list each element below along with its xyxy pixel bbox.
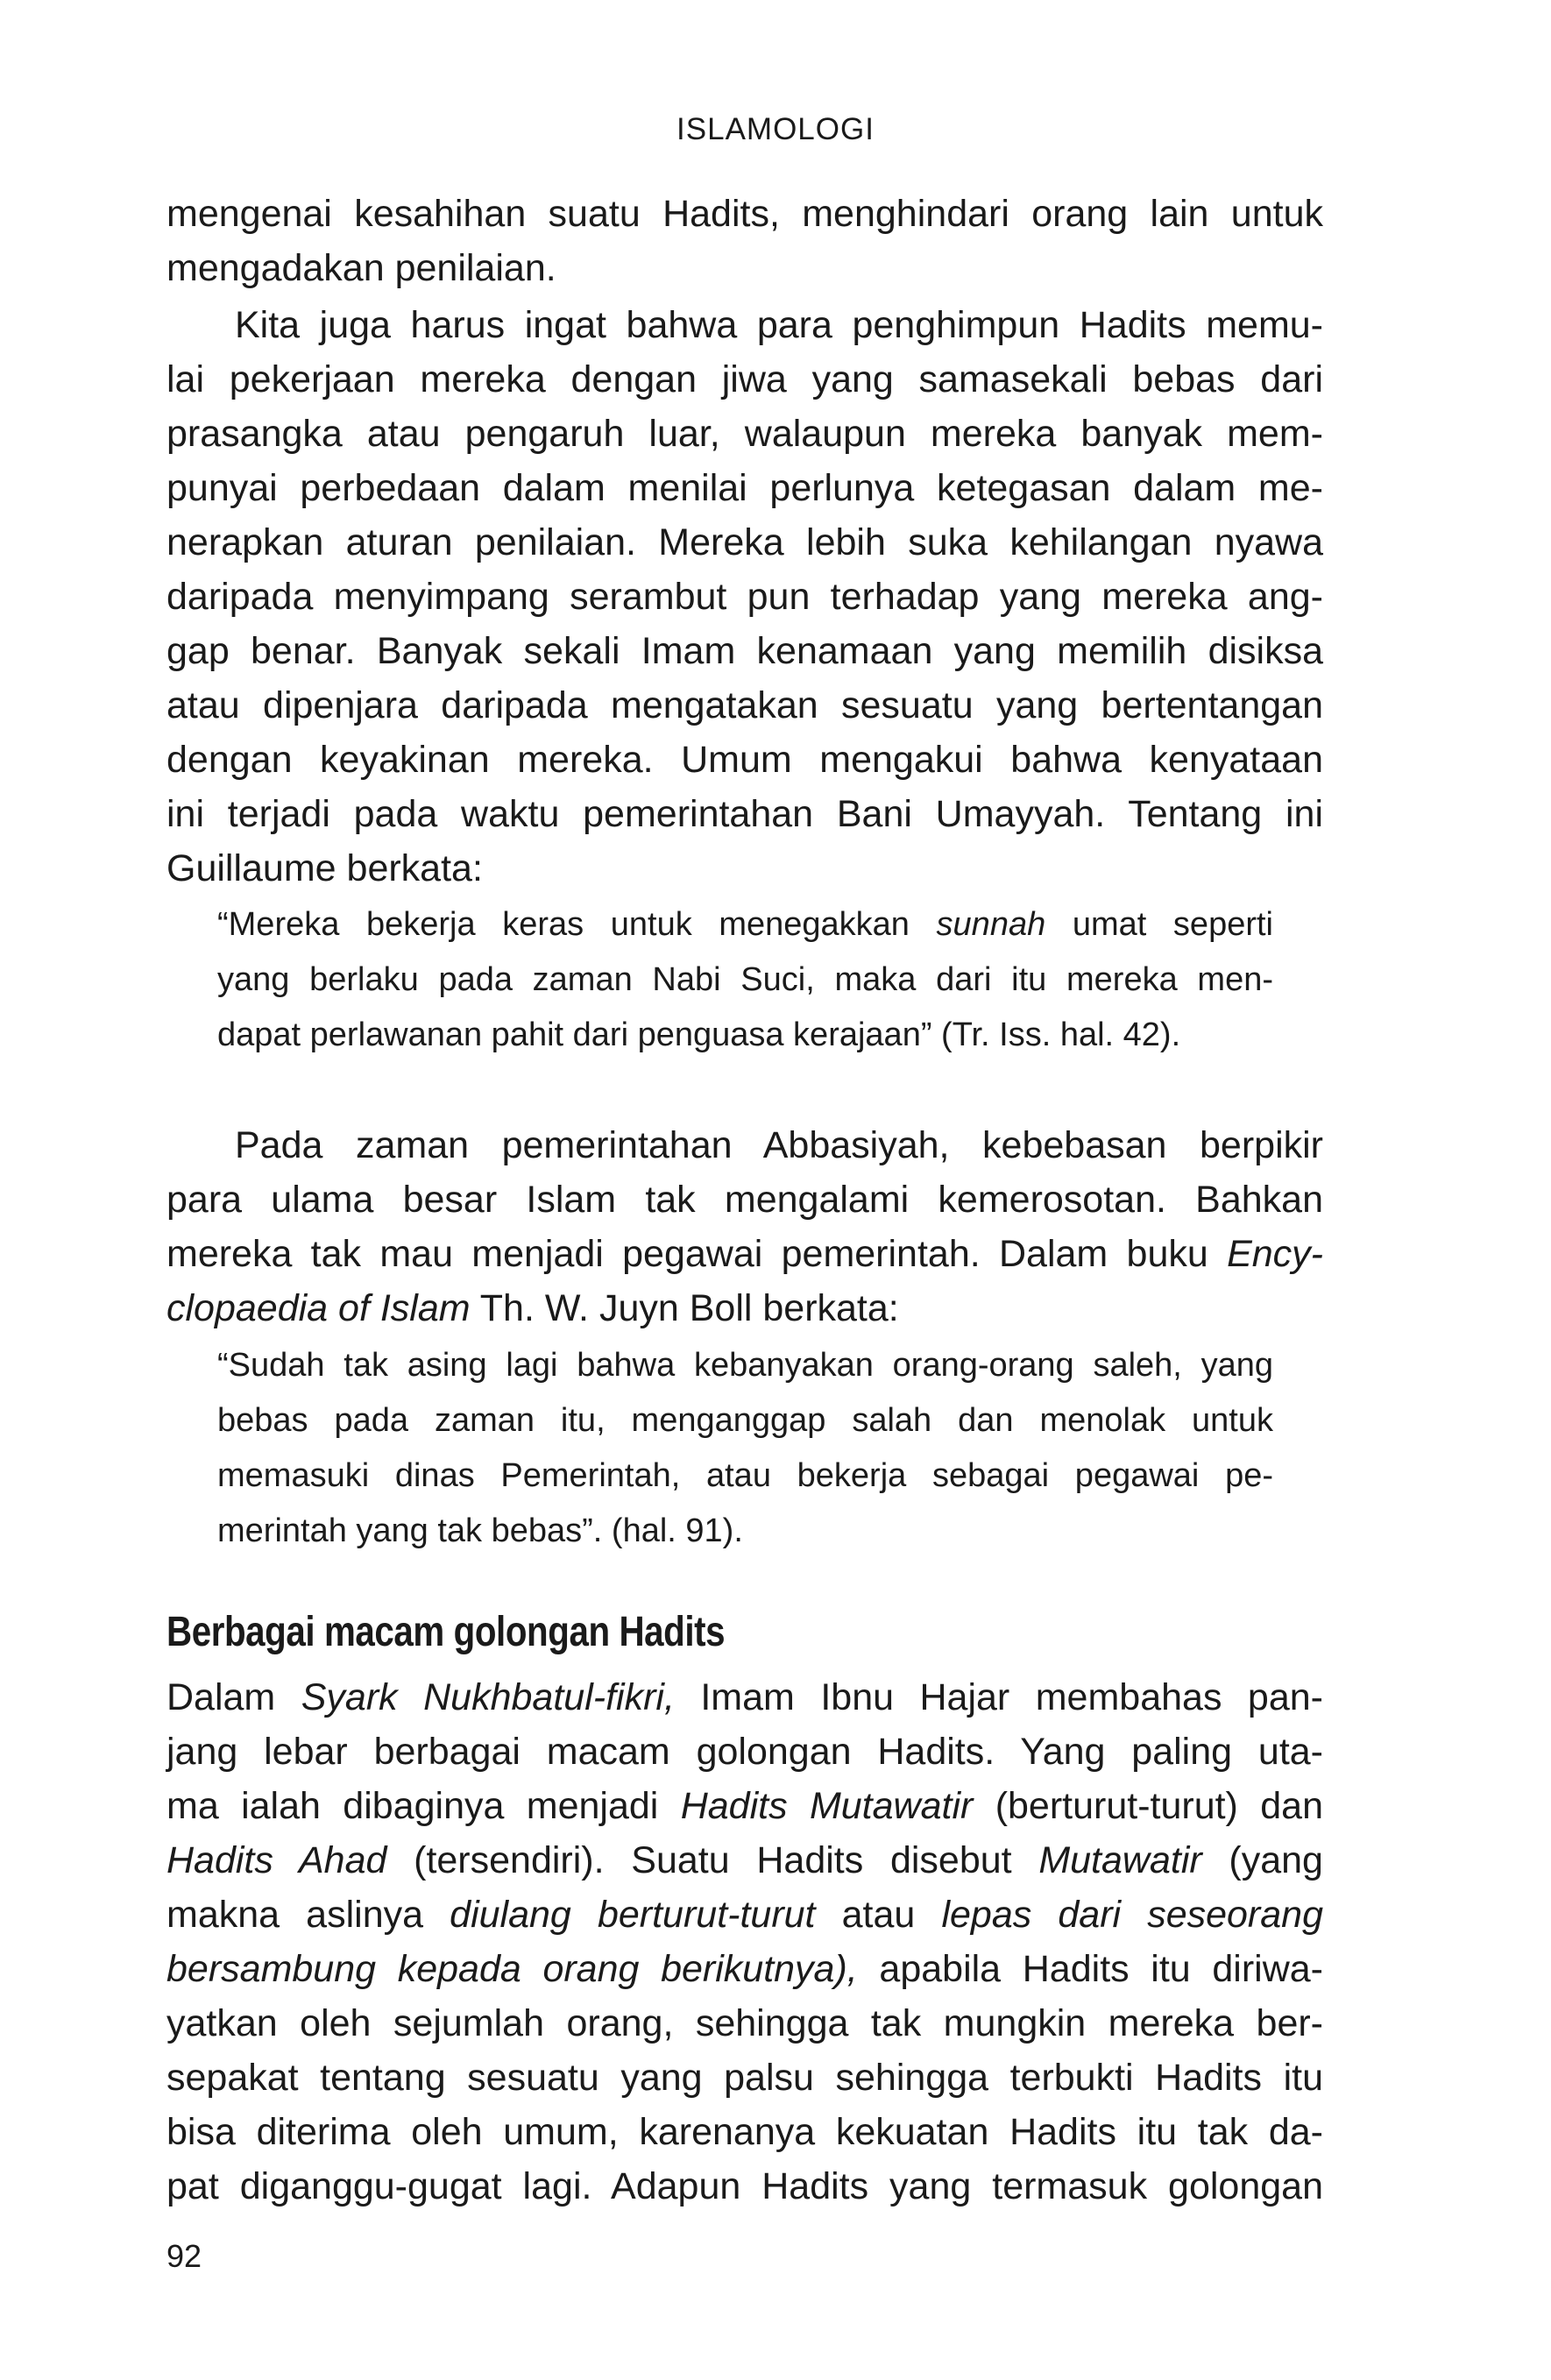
- text-line: para ulama besar Islam tak mengalami kemerosotan. Bahkan: [166, 1179, 1323, 1221]
- text-line: punyai perbedaan dalam menilai perlunya ketegasan dalam me-: [166, 467, 1323, 509]
- text-line: dengan keyakinan mereka. Umum mengakui bahwa kenyataan: [166, 739, 1323, 781]
- text-line: ini terjadi pada waktu pemerintahan Bani Umayyah. Tentang ini: [166, 793, 1323, 835]
- text-line: jang lebar berbagai macam golongan Hadits. Yang paling uta-: [166, 1731, 1323, 1773]
- quote-line: dapat perlawanan pahit dari penguasa kerajaan” (Tr. Iss. hal. 42).: [217, 1016, 1181, 1053]
- quote-line: merintah yang tak bebas”. (hal. 91).: [217, 1512, 743, 1549]
- text-line: Dalam Syark Nukhbatul-fikri, Imam Ibnu Hajar membahas pan-: [166, 1676, 1323, 1718]
- text-line: atau dipenjara daripada mengatakan sesuatu yang bertentangan: [166, 684, 1323, 726]
- text-line: mengadakan penilaian.: [166, 247, 556, 289]
- text-line: sepakat tentang sesuatu yang palsu sehingga terbukti Hadits itu: [166, 2057, 1323, 2099]
- quote-line: “Sudah tak asing lagi bahwa kebanyakan orang-orang saleh, yang: [217, 1347, 1273, 1384]
- text-line: Hadits Ahad (tersendiri). Suatu Hadits disebut Mutawatir (yang: [166, 1839, 1323, 1881]
- text-line: pat diganggu-gugat lagi. Adapun Hadits yang termasuk golongan: [166, 2165, 1323, 2207]
- page-number: 92: [166, 2238, 202, 2274]
- quote-line: memasuki dinas Pemerintah, atau bekerja sebagai pegawai pe-: [217, 1457, 1273, 1494]
- text-line: mereka tak mau menjadi pegawai pemerintah. Dalam buku Ency-: [166, 1233, 1323, 1275]
- running-header: ISLAMOLOGI: [676, 112, 875, 146]
- quote-line: bebas pada zaman itu, menganggap salah dan menolak untuk: [217, 1402, 1273, 1439]
- text-line: gap benar. Banyak sekali Imam kenamaan yang memilih disiksa: [166, 630, 1323, 672]
- text-line: clopaedia of Islam Th. W. Juyn Boll berkata:: [166, 1287, 899, 1329]
- text-line: nerapkan aturan penilaian. Mereka lebih suka kehilangan nyawa: [166, 521, 1323, 563]
- text-line: Pada zaman pemerintahan Abbasiyah, kebebasan berpikir: [235, 1124, 1323, 1166]
- text-line: lai pekerjaan mereka dengan jiwa yang samasekali bebas dari: [166, 358, 1323, 400]
- text-line: daripada menyimpang serambut pun terhadap yang mereka ang-: [166, 576, 1323, 618]
- text-line: bersambung kepada orang berikutnya), apabila Hadits itu diriwa-: [166, 1948, 1324, 1990]
- text-line: mengenai kesahihan suatu Hadits, menghindari orang lain untuk: [166, 193, 1323, 235]
- text-line: ma ialah dibaginya menjadi Hadits Mutawatir (berturut-turut) dan: [166, 1785, 1323, 1827]
- quote-line: yang berlaku pada zaman Nabi Suci, maka dari itu mereka men-: [217, 961, 1273, 998]
- text-line: Guillaume berkata:: [166, 847, 483, 889]
- section-heading: Berbagai macam golongan Hadits: [166, 1609, 726, 1655]
- text-line: yatkan oleh sejumlah orang, sehingga tak mungkin mereka ber-: [166, 2002, 1323, 2044]
- text-line: Kita juga harus ingat bahwa para penghimpun Hadits memu-: [235, 304, 1323, 346]
- quote-line: “Mereka bekerja keras untuk menegakkan sunnah umat seperti: [217, 906, 1273, 943]
- text-line: prasangka atau pengaruh luar, walaupun mereka banyak mem-: [166, 413, 1323, 455]
- text-line: bisa diterima oleh umum, karenanya kekuatan Hadits itu tak da-: [166, 2111, 1323, 2153]
- text-line: makna aslinya diulang berturut-turut atau lepas dari seseorang: [166, 1894, 1323, 1936]
